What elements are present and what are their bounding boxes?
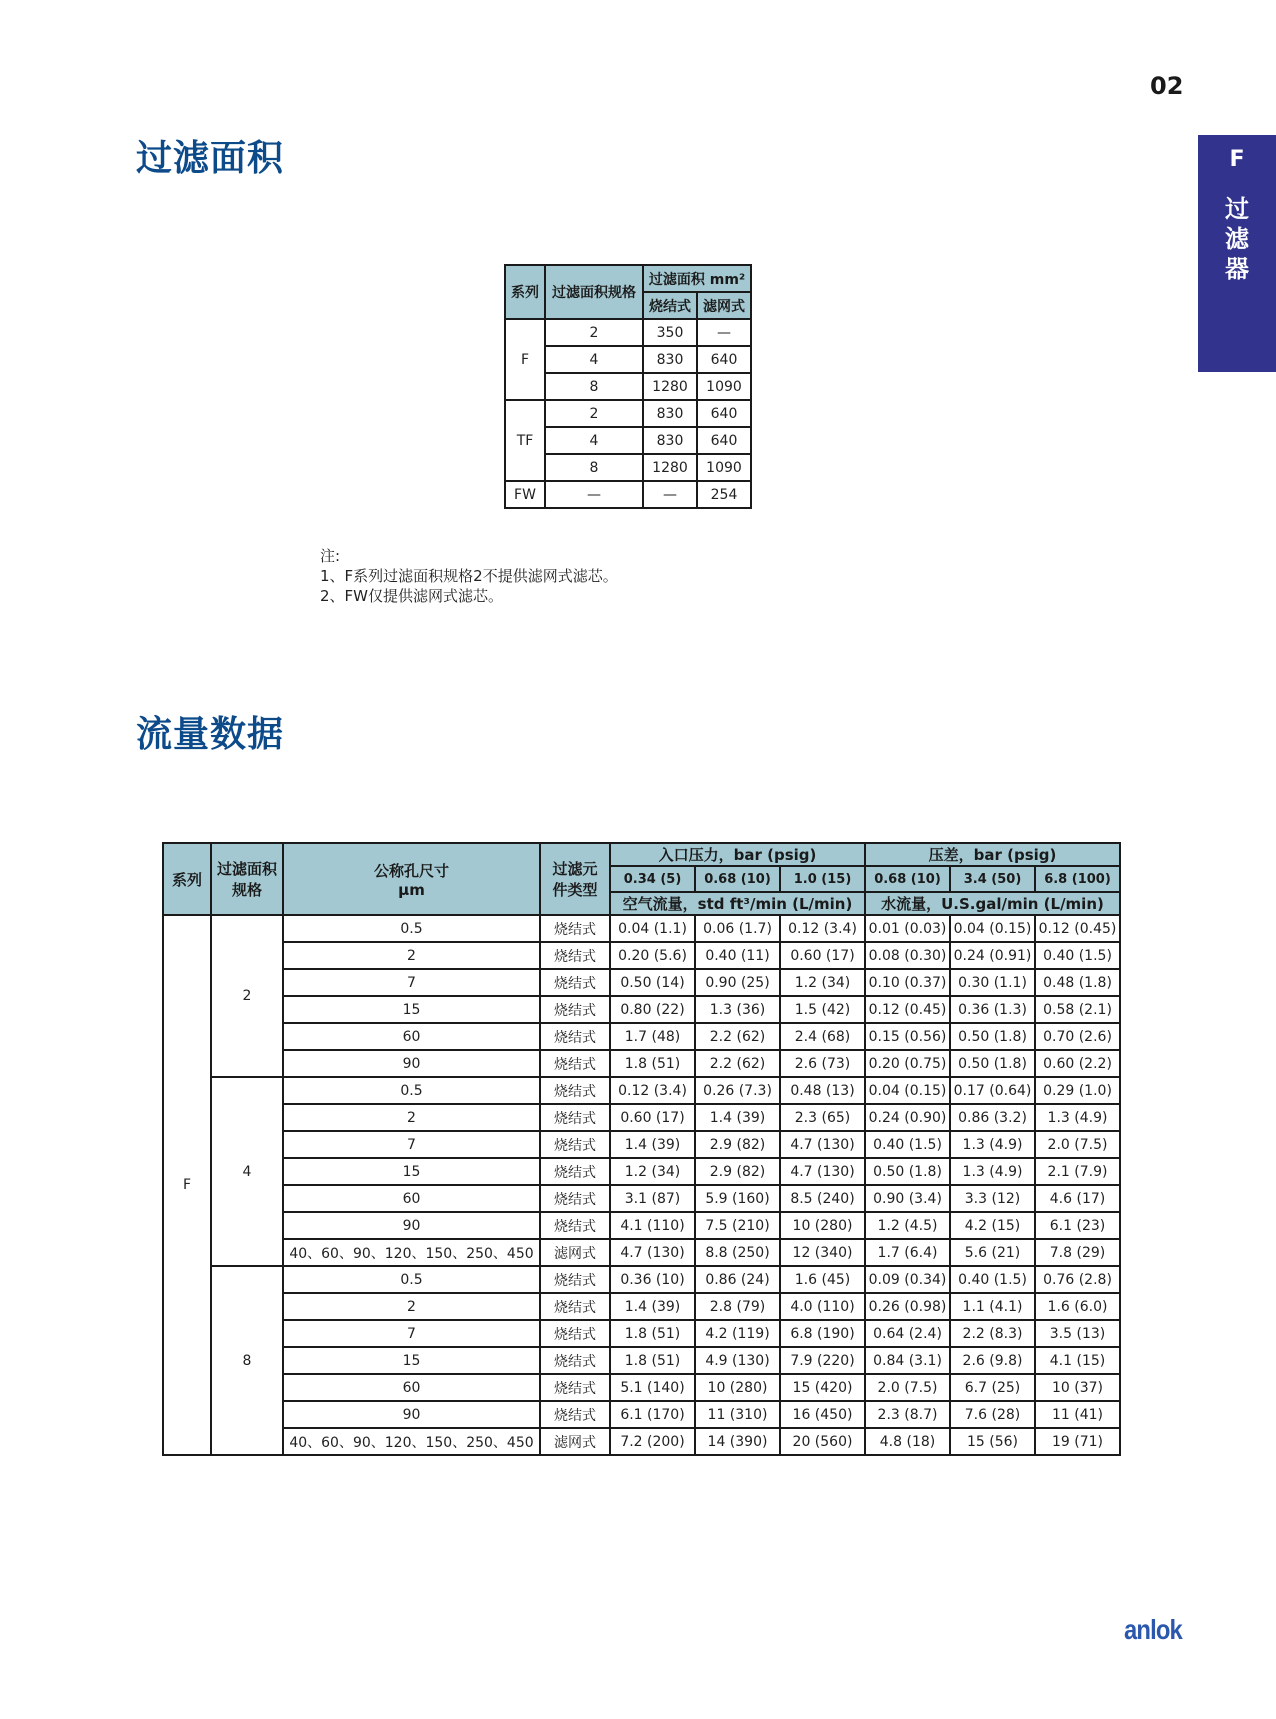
- size-cell: —: [545, 481, 643, 508]
- air-flow-cell: 20 (560): [780, 1428, 865, 1455]
- air-flow-cell: 0.86 (24): [695, 1266, 780, 1293]
- water-flow-cell: 2.6 (9.8): [950, 1347, 1035, 1374]
- air-flow-cell: 4.0 (110): [780, 1293, 865, 1320]
- water-flow-cell: 0.17 (0.64): [950, 1077, 1035, 1104]
- notes: [320, 546, 618, 606]
- water-flow-cell: 0.08 (0.30): [865, 942, 950, 969]
- pore-size-cell: 2: [283, 1104, 540, 1131]
- air-flow-cell: 14 (390): [695, 1428, 780, 1455]
- note-item: 2、FW仅提供滤网式滤芯。: [320, 587, 504, 605]
- element-type-cell: 烧结式: [540, 942, 610, 969]
- pore-size-cell: 15: [283, 1158, 540, 1185]
- size-cell: 2: [545, 400, 643, 427]
- section-title-flow-data: 流量数据: [136, 714, 285, 755]
- pore-size-cell: 90: [283, 1401, 540, 1428]
- header-diff-pressure: 压差，bar (psig): [865, 843, 1120, 866]
- water-flow-cell: 4.8 (18): [865, 1428, 950, 1455]
- table-row: [163, 915, 1120, 942]
- table-row: [505, 481, 751, 508]
- notes-heading: 注:: [320, 547, 341, 565]
- water-flow-cell: 0.70 (2.6): [1035, 1023, 1120, 1050]
- side-tab-label: 过 滤 器: [1225, 195, 1249, 283]
- series-cell: F: [163, 915, 211, 1455]
- air-flow-cell: 1.8 (51): [610, 1320, 695, 1347]
- air-flow-cell: 6.1 (170): [610, 1401, 695, 1428]
- water-flow-cell: 0.24 (0.91): [950, 942, 1035, 969]
- water-flow-cell: 0.20 (0.75): [865, 1050, 950, 1077]
- mesh-area-cell: 1090: [697, 454, 751, 481]
- water-flow-cell: 0.50 (1.8): [865, 1158, 950, 1185]
- water-flow-cell: 0.26 (0.98): [865, 1293, 950, 1320]
- air-flow-cell: 12 (340): [780, 1239, 865, 1266]
- water-flow-cell: 0.50 (1.8): [950, 1050, 1035, 1077]
- element-type-cell: 烧结式: [540, 1023, 610, 1050]
- air-flow-cell: 2.4 (68): [780, 1023, 865, 1050]
- air-flow-cell: 1.6 (45): [780, 1266, 865, 1293]
- series-cell: TF: [505, 400, 545, 481]
- filter-area-table: [504, 264, 752, 509]
- header-mesh: 滤网式: [697, 292, 751, 319]
- sintered-area-cell: 830: [643, 346, 697, 373]
- section-title-filter-area: 过滤面积: [136, 138, 285, 179]
- air-flow-cell: 0.20 (5.6): [610, 942, 695, 969]
- element-type-cell: 滤网式: [540, 1239, 610, 1266]
- air-flow-cell: 2.6 (73): [780, 1050, 865, 1077]
- pore-size-cell: 15: [283, 996, 540, 1023]
- sintered-area-cell: 350: [643, 319, 697, 346]
- diff-pressure-value: 6.8 (100): [1035, 866, 1120, 892]
- air-flow-cell: 0.12 (3.4): [780, 915, 865, 942]
- element-type-cell: 烧结式: [540, 1185, 610, 1212]
- header-series: 系列: [163, 843, 211, 915]
- table-row: [163, 1104, 1120, 1131]
- air-flow-cell: 10 (280): [780, 1212, 865, 1239]
- air-flow-cell: 8.5 (240): [780, 1185, 865, 1212]
- water-flow-cell: 0.60 (2.2): [1035, 1050, 1120, 1077]
- size-cell: 4: [211, 1077, 283, 1266]
- sintered-area-cell: 830: [643, 400, 697, 427]
- pore-size-cell: 0.5: [283, 1077, 540, 1104]
- water-flow-cell: 2.3 (8.7): [865, 1401, 950, 1428]
- water-flow-cell: 0.29 (1.0): [1035, 1077, 1120, 1104]
- size-cell: 2: [545, 319, 643, 346]
- water-flow-cell: 0.84 (3.1): [865, 1347, 950, 1374]
- water-flow-cell: 1.1 (4.1): [950, 1293, 1035, 1320]
- table-row: [163, 1050, 1120, 1077]
- water-flow-cell: 4.1 (15): [1035, 1347, 1120, 1374]
- size-cell: 4: [545, 427, 643, 454]
- sintered-area-cell: 1280: [643, 454, 697, 481]
- water-flow-cell: 15 (56): [950, 1428, 1035, 1455]
- water-flow-cell: 0.90 (3.4): [865, 1185, 950, 1212]
- pore-size-cell: 7: [283, 1131, 540, 1158]
- sintered-area-cell: 830: [643, 427, 697, 454]
- air-flow-cell: 2.2 (62): [695, 1050, 780, 1077]
- air-flow-cell: 4.7 (130): [780, 1131, 865, 1158]
- header-element-type: 过滤元 件类型: [540, 843, 610, 915]
- water-flow-cell: 0.36 (1.3): [950, 996, 1035, 1023]
- pore-size-cell: 60: [283, 1374, 540, 1401]
- header-area: 过滤面积 mm²: [643, 265, 751, 292]
- water-flow-cell: 0.12 (0.45): [865, 996, 950, 1023]
- size-cell: 4: [545, 346, 643, 373]
- header-size: 过滤面积规格: [545, 265, 643, 319]
- mesh-area-cell: 640: [697, 427, 751, 454]
- water-flow-cell: 7.6 (28): [950, 1401, 1035, 1428]
- air-flow-cell: 1.2 (34): [610, 1158, 695, 1185]
- pore-size-cell: 0.5: [283, 915, 540, 942]
- element-type-cell: 烧结式: [540, 969, 610, 996]
- element-type-cell: 烧结式: [540, 915, 610, 942]
- water-flow-cell: 19 (71): [1035, 1428, 1120, 1455]
- table-row: [163, 996, 1120, 1023]
- table-row: [505, 400, 751, 427]
- pore-size-cell: 2: [283, 1293, 540, 1320]
- air-flow-cell: 0.90 (25): [695, 969, 780, 996]
- table-row: [163, 1185, 1120, 1212]
- water-flow-cell: 0.86 (3.2): [950, 1104, 1035, 1131]
- water-flow-cell: 11 (41): [1035, 1401, 1120, 1428]
- element-type-cell: 烧结式: [540, 1104, 610, 1131]
- air-flow-cell: 0.60 (17): [610, 1104, 695, 1131]
- water-flow-cell: 1.3 (4.9): [950, 1158, 1035, 1185]
- header-pore-label: 公称孔尺寸: [373, 861, 449, 880]
- mesh-area-cell: 254: [697, 481, 751, 508]
- table-row: [163, 1293, 1120, 1320]
- element-type-cell: 烧结式: [540, 1320, 610, 1347]
- table-row: [163, 1023, 1120, 1050]
- water-flow-cell: 0.40 (1.5): [865, 1131, 950, 1158]
- element-type-cell: 烧结式: [540, 1131, 610, 1158]
- air-flow-cell: 7.2 (200): [610, 1428, 695, 1455]
- water-flow-cell: 4.6 (17): [1035, 1185, 1120, 1212]
- element-type-cell: 烧结式: [540, 1293, 610, 1320]
- air-flow-cell: 4.1 (110): [610, 1212, 695, 1239]
- water-flow-cell: 0.30 (1.1): [950, 969, 1035, 996]
- table-row: [163, 1374, 1120, 1401]
- size-cell: 8: [545, 373, 643, 400]
- water-flow-cell: 2.1 (7.9): [1035, 1158, 1120, 1185]
- size-cell: 8: [211, 1266, 283, 1455]
- water-flow-cell: 0.01 (0.03): [865, 915, 950, 942]
- page-number: 02: [1150, 72, 1184, 100]
- pore-size-cell: 90: [283, 1050, 540, 1077]
- table-row: [163, 942, 1120, 969]
- pore-size-cell: 15: [283, 1347, 540, 1374]
- diff-pressure-value: 0.68 (10): [865, 866, 950, 892]
- table-row: [163, 1428, 1120, 1455]
- water-flow-cell: 0.58 (2.1): [1035, 996, 1120, 1023]
- air-flow-cell: 4.2 (119): [695, 1320, 780, 1347]
- water-flow-cell: 6.1 (23): [1035, 1212, 1120, 1239]
- water-flow-cell: 0.40 (1.5): [1035, 942, 1120, 969]
- water-flow-cell: 0.04 (0.15): [950, 915, 1035, 942]
- air-flow-cell: 11 (310): [695, 1401, 780, 1428]
- air-flow-cell: 3.1 (87): [610, 1185, 695, 1212]
- air-flow-cell: 7.5 (210): [695, 1212, 780, 1239]
- air-flow-cell: 1.8 (51): [610, 1050, 695, 1077]
- header-water-flow: 水流量，U.S.gal/min (L/min): [865, 892, 1120, 915]
- element-type-cell: 烧结式: [540, 1401, 610, 1428]
- air-flow-cell: 1.4 (39): [610, 1131, 695, 1158]
- header-pore-unit: µm: [398, 880, 425, 899]
- element-type-cell: 烧结式: [540, 1050, 610, 1077]
- side-tab-letter: F: [1229, 147, 1245, 172]
- air-flow-cell: 0.50 (14): [610, 969, 695, 996]
- pore-size-cell: 90: [283, 1212, 540, 1239]
- inlet-pressure-value: 0.68 (10): [695, 866, 780, 892]
- pore-size-cell: 7: [283, 1320, 540, 1347]
- water-flow-cell: 1.7 (6.4): [865, 1239, 950, 1266]
- water-flow-cell: 4.2 (15): [950, 1212, 1035, 1239]
- element-type-cell: 烧结式: [540, 1158, 610, 1185]
- note-item: 1、F系列过滤面积规格2不提供滤网式滤芯。: [320, 567, 618, 585]
- water-flow-cell: 0.48 (1.8): [1035, 969, 1120, 996]
- inlet-pressure-value: 1.0 (15): [780, 866, 865, 892]
- air-flow-cell: 15 (420): [780, 1374, 865, 1401]
- series-cell: F: [505, 319, 545, 400]
- air-flow-cell: 0.80 (22): [610, 996, 695, 1023]
- air-flow-cell: 0.12 (3.4): [610, 1077, 695, 1104]
- water-flow-cell: 10 (37): [1035, 1374, 1120, 1401]
- water-flow-cell: 6.7 (25): [950, 1374, 1035, 1401]
- size-cell: 2: [211, 915, 283, 1077]
- table-row: [163, 1158, 1120, 1185]
- water-flow-cell: 7.8 (29): [1035, 1239, 1120, 1266]
- water-flow-cell: 3.5 (13): [1035, 1320, 1120, 1347]
- air-flow-cell: 0.40 (11): [695, 942, 780, 969]
- air-flow-cell: 5.1 (140): [610, 1374, 695, 1401]
- water-flow-cell: 0.10 (0.37): [865, 969, 950, 996]
- diff-pressure-value: 3.4 (50): [950, 866, 1035, 892]
- inlet-pressure-value: 0.34 (5): [610, 866, 695, 892]
- air-flow-cell: 2.3 (65): [780, 1104, 865, 1131]
- water-flow-cell: 1.3 (4.9): [950, 1131, 1035, 1158]
- air-flow-cell: 4.7 (130): [780, 1158, 865, 1185]
- element-type-cell: 烧结式: [540, 1266, 610, 1293]
- water-flow-cell: 0.24 (0.90): [865, 1104, 950, 1131]
- side-category-tab: [1198, 135, 1276, 372]
- element-type-cell: 烧结式: [540, 996, 610, 1023]
- pore-size-cell: 2: [283, 942, 540, 969]
- water-flow-cell: 2.0 (7.5): [1035, 1131, 1120, 1158]
- pore-size-cell: 40、60、90、120、150、250、450: [283, 1428, 540, 1455]
- water-flow-cell: 0.40 (1.5): [950, 1266, 1035, 1293]
- air-flow-cell: 0.60 (17): [780, 942, 865, 969]
- header-size: 过滤面积 规格: [211, 843, 283, 915]
- water-flow-cell: 1.2 (4.5): [865, 1212, 950, 1239]
- water-flow-cell: 0.04 (0.15): [865, 1077, 950, 1104]
- table-row: [163, 969, 1120, 996]
- water-flow-cell: 1.3 (4.9): [1035, 1104, 1120, 1131]
- water-flow-cell: 0.15 (0.56): [865, 1023, 950, 1050]
- air-flow-cell: 2.2 (62): [695, 1023, 780, 1050]
- air-flow-cell: 1.7 (48): [610, 1023, 695, 1050]
- air-flow-cell: 7.9 (220): [780, 1347, 865, 1374]
- table-row: [163, 1077, 1120, 1104]
- sintered-area-cell: 1280: [643, 373, 697, 400]
- air-flow-cell: 16 (450): [780, 1401, 865, 1428]
- element-type-cell: 烧结式: [540, 1212, 610, 1239]
- water-flow-cell: 5.6 (21): [950, 1239, 1035, 1266]
- element-type-cell: 烧结式: [540, 1347, 610, 1374]
- mesh-area-cell: 640: [697, 400, 751, 427]
- element-type-cell: 滤网式: [540, 1428, 610, 1455]
- pore-size-cell: 7: [283, 969, 540, 996]
- table-row: [163, 1266, 1120, 1293]
- air-flow-cell: 5.9 (160): [695, 1185, 780, 1212]
- table-row: [163, 1347, 1120, 1374]
- water-flow-cell: 0.50 (1.8): [950, 1023, 1035, 1050]
- water-flow-cell: 2.2 (8.3): [950, 1320, 1035, 1347]
- air-flow-cell: 6.8 (190): [780, 1320, 865, 1347]
- water-flow-cell: 0.12 (0.45): [1035, 915, 1120, 942]
- mesh-area-cell: 1090: [697, 373, 751, 400]
- water-flow-cell: 0.64 (2.4): [865, 1320, 950, 1347]
- air-flow-cell: 2.8 (79): [695, 1293, 780, 1320]
- table-row: [505, 319, 751, 346]
- brand-logo: anlok: [1124, 1614, 1182, 1645]
- mesh-area-cell: 640: [697, 346, 751, 373]
- table-row: [163, 1131, 1120, 1158]
- element-type-cell: 烧结式: [540, 1374, 610, 1401]
- table-row: [163, 1401, 1120, 1428]
- header-air-flow: 空气流量，std ft³/min (L/min): [610, 892, 865, 915]
- air-flow-cell: 1.5 (42): [780, 996, 865, 1023]
- air-flow-cell: 1.8 (51): [610, 1347, 695, 1374]
- element-type-cell: 烧结式: [540, 1077, 610, 1104]
- header-pore-size: [283, 843, 540, 915]
- air-flow-cell: 4.7 (130): [610, 1239, 695, 1266]
- table-row: [163, 1239, 1120, 1266]
- water-flow-cell: 3.3 (12): [950, 1185, 1035, 1212]
- air-flow-cell: 0.26 (7.3): [695, 1077, 780, 1104]
- air-flow-cell: 1.4 (39): [695, 1104, 780, 1131]
- water-flow-cell: 0.09 (0.34): [865, 1266, 950, 1293]
- pore-size-cell: 60: [283, 1185, 540, 1212]
- air-flow-cell: 2.9 (82): [695, 1131, 780, 1158]
- size-cell: 8: [545, 454, 643, 481]
- pore-size-cell: 60: [283, 1023, 540, 1050]
- pore-size-cell: 40、60、90、120、150、250、450: [283, 1239, 540, 1266]
- air-flow-cell: 0.36 (10): [610, 1266, 695, 1293]
- air-flow-cell: 0.04 (1.1): [610, 915, 695, 942]
- air-flow-cell: 1.3 (36): [695, 996, 780, 1023]
- sintered-area-cell: —: [643, 481, 697, 508]
- flow-data-table: [162, 842, 1121, 1456]
- pore-size-cell: 0.5: [283, 1266, 540, 1293]
- air-flow-cell: 0.06 (1.7): [695, 915, 780, 942]
- header-sintered: 烧结式: [643, 292, 697, 319]
- mesh-area-cell: —: [697, 319, 751, 346]
- series-cell: FW: [505, 481, 545, 508]
- air-flow-cell: 2.9 (82): [695, 1158, 780, 1185]
- water-flow-cell: 0.76 (2.8): [1035, 1266, 1120, 1293]
- air-flow-cell: 10 (280): [695, 1374, 780, 1401]
- header-inlet-pressure: 入口压力，bar (psig): [610, 843, 865, 866]
- air-flow-cell: 4.9 (130): [695, 1347, 780, 1374]
- table-row: [163, 1212, 1120, 1239]
- air-flow-cell: 0.48 (13): [780, 1077, 865, 1104]
- table-row: [163, 1320, 1120, 1347]
- air-flow-cell: 8.8 (250): [695, 1239, 780, 1266]
- water-flow-cell: 1.6 (6.0): [1035, 1293, 1120, 1320]
- header-series: 系列: [505, 265, 545, 319]
- air-flow-cell: 1.2 (34): [780, 969, 865, 996]
- water-flow-cell: 2.0 (7.5): [865, 1374, 950, 1401]
- air-flow-cell: 1.4 (39): [610, 1293, 695, 1320]
